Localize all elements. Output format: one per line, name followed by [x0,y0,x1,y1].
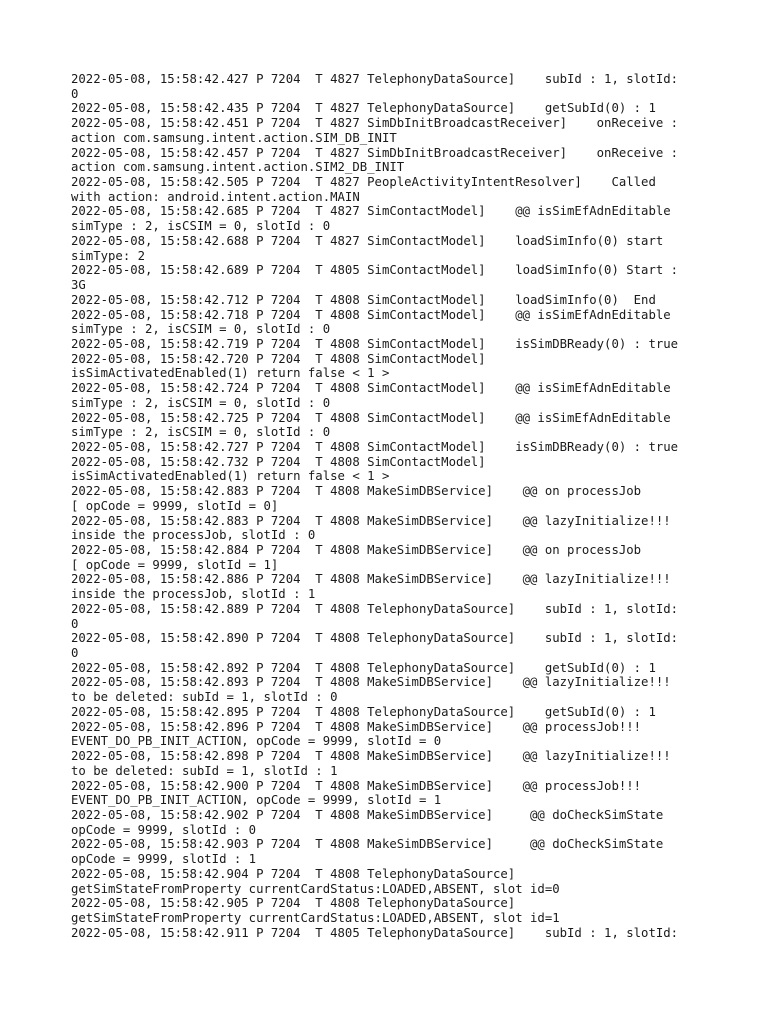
log-line: to be deleted: subId = 1, slotId : 1 [71,763,338,778]
log-line: 2022-05-08, 15:58:42.886 P 7204 T 4808 MakeSimDBService] @@ lazyInitialize!!! [71,572,671,587]
log-line: 2022-05-08, 15:58:42.895 P 7204 T 4808 TelephonyDataSource] getSubId(0) : 1 [71,704,656,719]
log-line: simType : 2, isCSIM = 0, slotId : 0 [71,322,331,337]
log-line: 2022-05-08, 15:58:42.457 P 7204 T 4827 SimDbInitBroadcastReceiver] onReceive : [71,145,679,160]
log-line: 2022-05-08, 15:58:42.903 P 7204 T 4808 MakeSimDBService] @@ doCheckSimState [71,837,664,852]
log-line: isSimActivatedEnabled(1) return false < 1 > [71,469,390,484]
log-line: 0 [71,616,79,631]
log-line: 3G [71,278,86,293]
log-line: 2022-05-08, 15:58:42.712 P 7204 T 4808 SimContactModel] loadSimInfo(0) End [71,292,656,307]
log-line: 2022-05-08, 15:58:42.451 P 7204 T 4827 SimDbInitBroadcastReceiver] onReceive : [71,116,679,131]
log-document [71,72,701,940]
log-line: 2022-05-08, 15:58:42.884 P 7204 T 4808 MakeSimDBService] @@ on processJob [71,543,642,557]
log-line: 2022-05-08, 15:58:42.505 P 7204 T 4827 PeopleActivityIntentResolver] Called [71,175,656,190]
log-line: getSimStateFromProperty currentCardStatus:LOADED,ABSENT, slot id=0 [71,881,560,896]
log-line: to be deleted: subId = 1, slotId : 0 [71,690,338,705]
log-line: 2022-05-08, 15:58:42.904 P 7204 T 4808 TelephonyDataSource] [71,866,516,881]
log-line: 2022-05-08, 15:58:42.889 P 7204 T 4808 TelephonyDataSource] subId : 1, slotId: [71,601,679,616]
log-line: simType : 2, isCSIM = 0, slotId : 0 [71,219,331,234]
log-line: 2022-05-08, 15:58:42.911 P 7204 T 4805 TelephonyDataSource] subId : 1, slotId: [71,925,679,940]
log-line: with action: android.intent.action.MAIN [71,189,360,204]
log-line: 2022-05-08, 15:58:42.732 P 7204 T 4808 SimContactModel] [71,454,486,469]
log-line: simType : 2, isCSIM = 0, slotId : 0 [71,425,331,440]
log-line: 2022-05-08, 15:58:42.718 P 7204 T 4808 SimContactModel] @@ isSimEfAdnEditable [71,307,671,322]
log-line: [ opCode = 9999, slotId = 1] [71,557,279,572]
log-line: 0 [71,86,79,101]
log-line: getSimStateFromProperty currentCardStatus:LOADED,ABSENT, slot id=1 [71,910,560,925]
log-line: simType: 2 [71,248,146,263]
log-line: simType : 2, isCSIM = 0, slotId : 0 [71,395,331,410]
log-line: 2022-05-08, 15:58:42.685 P 7204 T 4827 SimContactModel] @@ isSimEfAdnEditable [71,204,671,219]
log-line: 2022-05-08, 15:58:42.689 P 7204 T 4805 SimContactModel] loadSimInfo(0) Start : [71,263,679,278]
log-line: 2022-05-08, 15:58:42.725 P 7204 T 4808 SimContactModel] @@ isSimEfAdnEditable [71,410,671,425]
log-line: 2022-05-08, 15:58:42.892 P 7204 T 4808 TelephonyDataSource] getSubId(0) : 1 [71,660,656,675]
log-line: 2022-05-08, 15:58:42.720 P 7204 T 4808 SimContactModel] [71,351,486,366]
log-line: 2022-05-08, 15:58:42.893 P 7204 T 4808 MakeSimDBService] @@ lazyInitialize!!! [71,675,671,690]
log-line: opCode = 9999, slotId : 1 [71,852,257,867]
log-line: 2022-05-08, 15:58:42.435 P 7204 T 4827 TelephonyDataSource] getSubId(0) : 1 [71,101,656,116]
log-line: 2022-05-08, 15:58:42.724 P 7204 T 4808 SimContactModel] @@ isSimEfAdnEditable [71,381,671,396]
log-line: 2022-05-08, 15:58:42.883 P 7204 T 4808 MakeSimDBService] @@ on processJob [71,484,642,499]
log-line: 2022-05-08, 15:58:42.900 P 7204 T 4808 MakeSimDBService] @@ processJob!!! [71,778,642,793]
log-line: EVENT_DO_PB_INIT_ACTION, opCode = 9999, slotId = 0 [71,734,442,749]
log-line: 2022-05-08, 15:58:42.427 P 7204 T 4827 TelephonyDataSource] subId : 1, slotId: [71,72,679,86]
log-line: 2022-05-08, 15:58:42.890 P 7204 T 4808 TelephonyDataSource] subId : 1, slotId: [71,631,679,646]
log-line: opCode = 9999, slotId : 0 [71,822,257,837]
log-line: 2022-05-08, 15:58:42.896 P 7204 T 4808 MakeSimDBService] @@ processJob!!! [71,719,642,734]
log-line: 2022-05-08, 15:58:42.902 P 7204 T 4808 MakeSimDBService] @@ doCheckSimState [71,807,664,822]
log-line: 2022-05-08, 15:58:42.688 P 7204 T 4827 SimContactModel] loadSimInfo(0) start [71,233,664,248]
log-line: 2022-05-08, 15:58:42.898 P 7204 T 4808 MakeSimDBService] @@ lazyInitialize!!! [71,749,671,764]
log-line: action com.samsung.intent.action.SIM2_DB_INIT [71,160,405,175]
log-line: inside the processJob, slotId : 0 [71,528,316,543]
log-line: 0 [71,646,79,661]
log-line: isSimActivatedEnabled(1) return false < 1 > [71,366,390,381]
log-line: [ opCode = 9999, slotId = 0] [71,498,279,513]
log-line: 2022-05-08, 15:58:42.905 P 7204 T 4808 TelephonyDataSource] [71,896,516,911]
log-line: 2022-05-08, 15:58:42.727 P 7204 T 4808 SimContactModel] isSimDBReady(0) : true [71,439,679,454]
log-line: EVENT_DO_PB_INIT_ACTION, opCode = 9999, slotId = 1 [71,793,442,808]
log-line: 2022-05-08, 15:58:42.719 P 7204 T 4808 SimContactModel] isSimDBReady(0) : true [71,336,679,351]
log-line: 2022-05-08, 15:58:42.883 P 7204 T 4808 MakeSimDBService] @@ lazyInitialize!!! [71,513,671,528]
log-line: inside the processJob, slotId : 1 [71,587,316,602]
log-line: action com.samsung.intent.action.SIM_DB_INIT [71,130,397,145]
